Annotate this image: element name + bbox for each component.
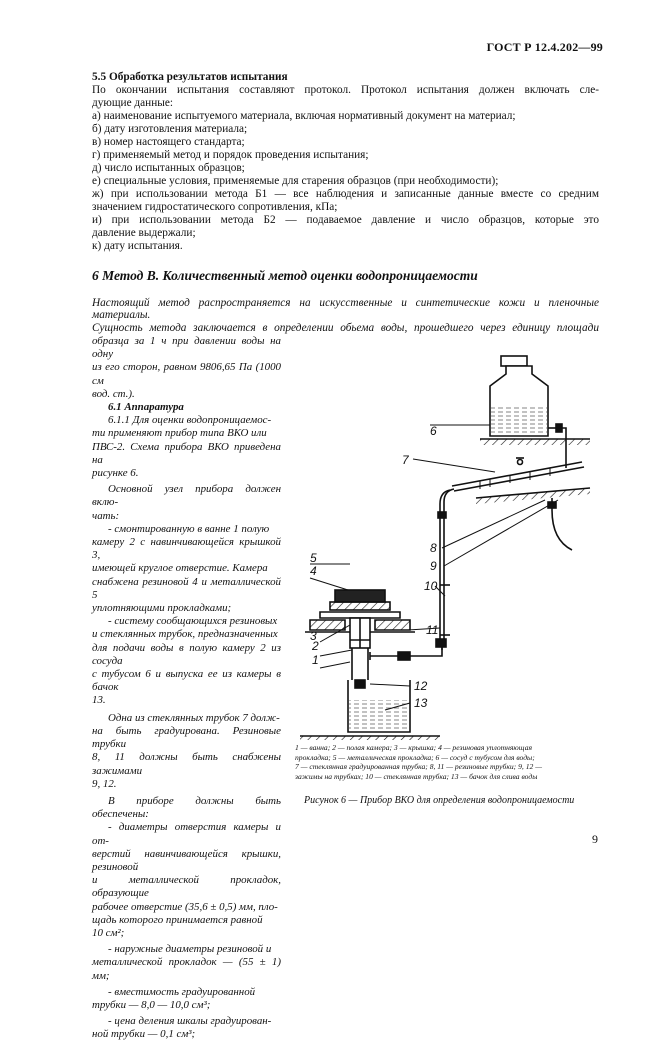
section-6-title: 6 Метод В. Количественный метод оценки водопроницаемости bbox=[92, 268, 478, 283]
figure-label-7: 7 bbox=[402, 453, 409, 467]
ensure-line2: - диаметры отверстия камеры и от- bbox=[92, 821, 281, 847]
ensure-line6: щадь которого принимается равной bbox=[92, 913, 263, 926]
graduated-tube bbox=[452, 458, 584, 491]
tubes-line3: 8, 11 должны быть снабжены зажимами bbox=[92, 751, 281, 777]
list-item-v: в) номер настоящего стандарта; bbox=[92, 136, 245, 148]
bullet1-line5: уплотняющими прокладками; bbox=[92, 602, 232, 615]
section-5-5-intro-line2: дующие данные: bbox=[92, 97, 174, 109]
shelf-top bbox=[480, 439, 590, 445]
main-unit-line1: Основной узел прибора должен вклю- bbox=[92, 483, 281, 509]
chamber-assembly bbox=[305, 590, 415, 680]
figure-legend-line1: 1 — ванна; 2 — полая камера; 3 — крышка; 4 — резиновая уплотняющая bbox=[295, 743, 533, 752]
sub611-line4: рисунке 6. bbox=[92, 467, 139, 480]
figure-label-1: 1 bbox=[312, 653, 319, 667]
figure-label-5: 5 bbox=[310, 551, 317, 565]
connection-pipes bbox=[370, 639, 446, 660]
figure-label-3: 3 bbox=[310, 629, 317, 643]
list-item-g: г) применяемый метод и порядок проведения испытания; bbox=[92, 149, 369, 161]
p2-cont-line3: вод. ст.). bbox=[92, 387, 135, 400]
vessel-with-tubus bbox=[490, 356, 562, 436]
figure-legend-line2: прокладка; 5 — металлическая прокладка; 6 — сосуд с тубусом для воды; bbox=[295, 752, 535, 762]
bullet2-line5: 13. bbox=[92, 694, 106, 707]
section-6-p1-line2: материалы. bbox=[92, 309, 151, 321]
tubes-line4: 9, 12. bbox=[92, 777, 117, 790]
sub611-line3: ПВС-2. Схема прибора ВКО приведена на bbox=[92, 440, 281, 466]
figure-label-13: 13 bbox=[414, 696, 428, 710]
bullet1-line4: снабжена резиновой 4 и металлической 5 bbox=[92, 575, 281, 601]
figure-title: Рисунок 6 — Прибор ВКО для определения водопроницаемости bbox=[304, 795, 575, 806]
list-item-a: а) наименование испытуемого материала, включая нормативный документ на материал; bbox=[92, 110, 516, 122]
ensure-line5: рабочее отверстие (35,6 ± 0,5) мм, пло- bbox=[92, 900, 278, 913]
section-5-5-intro-line1: По окончании испытания составляют протокол. Протокол испытания должен включать сле- bbox=[92, 84, 599, 96]
figure-label-4: 4 bbox=[310, 564, 317, 578]
figure-label-10: 10 bbox=[424, 579, 438, 593]
ensure-line8: - наружные диаметры резиновой и bbox=[108, 943, 272, 956]
bullet2-line4: с тубусом 6 и выпуска ее из камеры в бачок bbox=[92, 668, 281, 694]
figure-label-12: 12 bbox=[414, 679, 428, 693]
sub611-line1: 6.1.1 Для оценки водопроницаемос- bbox=[108, 414, 272, 427]
ensure-line9: металлической прокладок — (55 ± 1) мм; bbox=[92, 956, 281, 982]
figure-label-6: 6 bbox=[430, 424, 437, 438]
section-6-p2-line1: Сущность метода заключается в определении обьема воды, прошедшего через единицу площади bbox=[92, 322, 599, 334]
figure-legend-line4: зажимы на трубках; 10 — стеклянная трубка; 13 — бачок для слива воды bbox=[295, 771, 538, 781]
figure-6-diagram bbox=[290, 350, 620, 740]
ensure-line3: верстий навинчивающейся крышки, резиновой bbox=[92, 847, 281, 873]
list-item-d: д) число испытанных образцов; bbox=[92, 162, 245, 174]
ensure-line4: и металлической прокладок, образующие bbox=[92, 874, 281, 900]
section-6-p1-line1: Настоящий метод распространяется на искусственные и синтетические кожи и пленочные bbox=[92, 297, 599, 309]
bullet2-line3: для подачи воды в полую камеру 2 из сосуда bbox=[92, 641, 281, 667]
ensure-line13: ной трубки — 0,1 см³; bbox=[92, 1028, 196, 1041]
ensure-line7: 10 см²; bbox=[92, 926, 125, 939]
bullet2-line2: и стеклянных трубок, предназначенных bbox=[92, 628, 278, 641]
list-item-i-line2: давление выдержали; bbox=[92, 227, 196, 239]
tubes-line2: на быть градуирована. Резиновые трубки bbox=[92, 724, 281, 751]
bullet1-line2: камеру 2 с навинчивающейся крышкой 3, bbox=[92, 536, 281, 562]
list-item-zh-line2: значением гидростатического сопротивления, кПа; bbox=[92, 201, 338, 213]
ensure-line11: трубки — 8,0 — 10,0 см³; bbox=[92, 998, 211, 1011]
section-5-5-title: 5.5 Обработка результатов испытания bbox=[92, 71, 288, 83]
tubes-line1: Одна из стеклянных трубок 7 долж- bbox=[108, 711, 280, 724]
figure-legend-line3: 7 — стеклянная градуированная трубка; 8, 11 — резиновые трубки; 9, 12 — bbox=[295, 762, 542, 772]
bullet1-line3: имеющей круглое отверстие. Камера bbox=[92, 562, 268, 575]
page-header-standard: ГОСТ Р 12.4.202—99 bbox=[486, 40, 603, 54]
list-item-zh-line1: ж) при использовании метода Б1 — все наблюдения и записанные данные вместе со средним bbox=[92, 188, 599, 200]
ensure-line12: - цена деления шкалы градуирован- bbox=[108, 1015, 272, 1028]
ensure-line10: - вместимость градуированной bbox=[108, 985, 256, 998]
figure-legend bbox=[295, 743, 601, 781]
bullet1-line1: - смонтированную в ванне 1 полую bbox=[108, 522, 270, 535]
sub611-line2: ти применяют прибор типа ВКО или bbox=[92, 427, 267, 440]
list-item-e: е) специальные условия, применяемые для старения образцов (при необходимости); bbox=[92, 175, 499, 187]
incline-ground bbox=[476, 488, 590, 504]
figure-label-9: 9 bbox=[430, 559, 437, 573]
page-number: 9 bbox=[592, 832, 598, 846]
figure-label-11: 11 bbox=[426, 623, 439, 637]
list-item-k: к) дату испытания. bbox=[92, 240, 183, 252]
list-item-b: б) дату изготовления материала; bbox=[92, 123, 248, 135]
p2-cont-line2: из его сторон, равном 9806,65 Па (1000 см bbox=[92, 361, 281, 387]
list-item-i-line1: и) при использовании метода Б2 — подаваемое давление и число образцов, которые это bbox=[92, 214, 599, 226]
subsection-6-1-title: 6.1 Аппаратура bbox=[108, 401, 184, 414]
figure-label-8: 8 bbox=[430, 541, 437, 555]
ensure-line1: В приборе должны быть обеспечены: bbox=[92, 794, 281, 821]
bullet2-line1: - систему сообщающихся резиновых bbox=[108, 615, 278, 628]
main-unit-line2: чать: bbox=[92, 509, 120, 522]
p2-cont-line1: образца за 1 ч при давлении воды на одну bbox=[92, 335, 281, 361]
figure-label-2: 2 bbox=[312, 639, 319, 653]
